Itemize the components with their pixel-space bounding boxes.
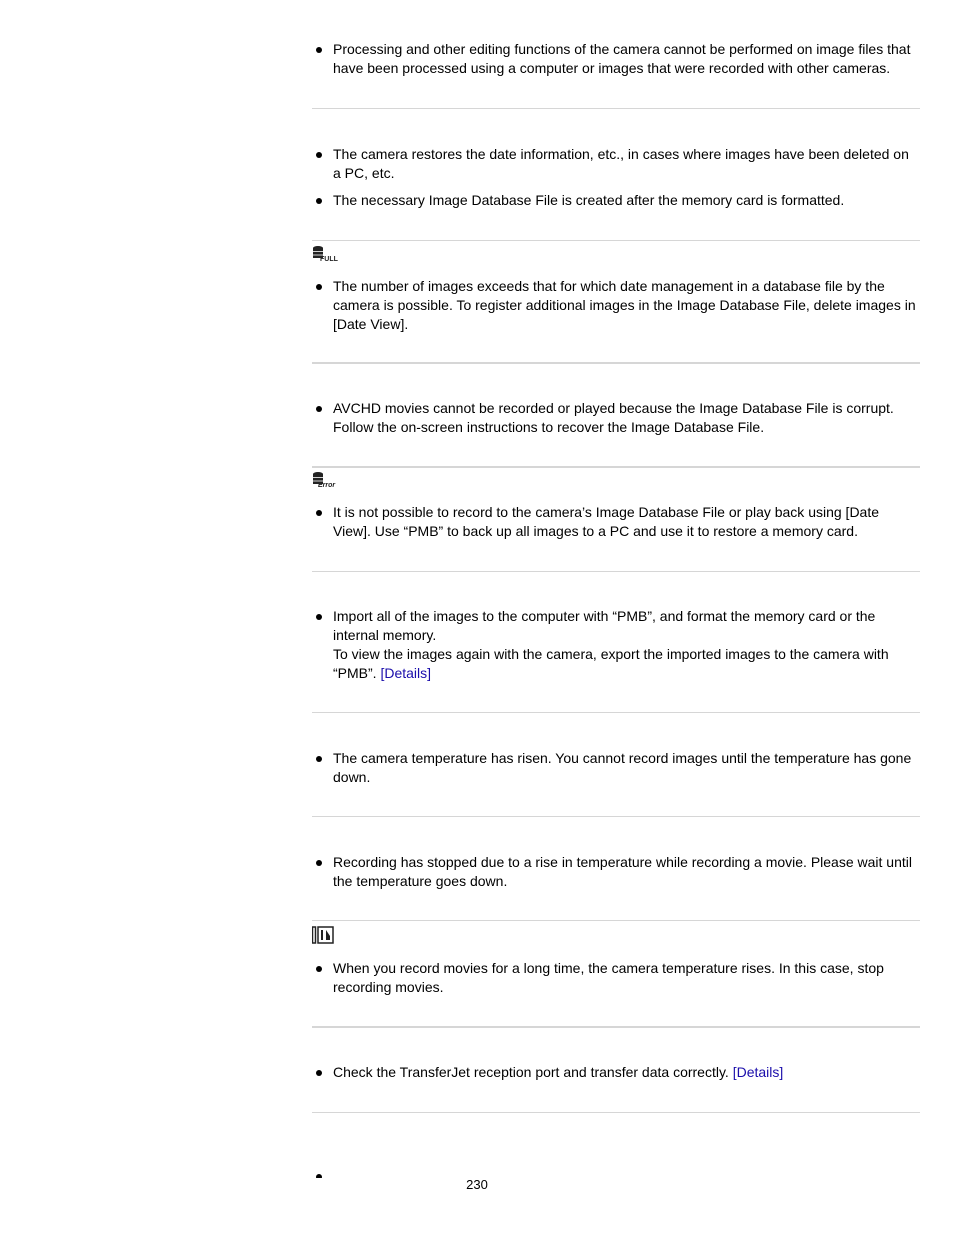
bullet-dot xyxy=(316,1070,322,1076)
bullet-dot xyxy=(316,966,322,972)
list-item-text: It is not possible to record to the camera’s Image Database File or play back using [Date View]. Use “PMB” to back up all images to a PC and use it to restore a memory card. xyxy=(333,504,880,539)
bullet-dot xyxy=(316,198,322,204)
bullet-dot xyxy=(316,406,322,412)
details-link[interactable]: [Details] xyxy=(380,665,432,681)
list-item-text xyxy=(333,607,920,683)
list-item xyxy=(312,749,920,787)
list-item xyxy=(312,607,920,683)
divider xyxy=(312,240,920,241)
divider xyxy=(312,816,920,817)
svg-text:Error: Error xyxy=(318,482,336,489)
divider xyxy=(312,571,920,572)
list-item-text: When you record movies for a long time, the camera temperature rises. In this case, stop recording movies. xyxy=(333,960,884,995)
bullet-dot xyxy=(316,47,322,53)
database-error-icon xyxy=(312,471,344,492)
list-item-text xyxy=(333,1063,920,1082)
list-item xyxy=(312,277,920,334)
divider xyxy=(312,108,920,109)
list-item xyxy=(312,191,920,210)
bullet-dot xyxy=(316,860,322,866)
list-item xyxy=(312,503,920,541)
bullet-dot xyxy=(316,152,322,158)
list-item-text: The number of images exceeds that for which date management in a database file by the camera is possible. To register additional images in the Image Database File, delete images in [Date View]. xyxy=(333,278,916,332)
bullet-dot xyxy=(316,614,322,620)
list-item-line: Import all of the images to the computer with “PMB”, and format the memory card or the internal memory. xyxy=(333,608,876,643)
list-item-line: Check the TransferJet reception port and transfer data correctly. xyxy=(333,1064,729,1080)
list-item-text: AVCHD movies cannot be recorded or played because the Image Database File is corrupt. Follow the on-screen instructions to recover the Image Database File. xyxy=(333,400,894,435)
temperature-warning-icon xyxy=(312,926,334,947)
list-item xyxy=(312,145,920,183)
list-item-text: The necessary Image Database File is created after the memory card is formatted. xyxy=(333,192,845,208)
list-item-text: The camera temperature has risen. You cannot record images until the temperature has gone down. xyxy=(333,750,912,785)
list-item-text: Recording has stopped due to a rise in temperature while recording a movie. Please wait until the temperature goes down. xyxy=(333,854,912,889)
bullet-dot xyxy=(316,284,322,290)
bullet-dot xyxy=(316,756,322,762)
divider xyxy=(312,920,920,921)
divider xyxy=(312,1112,920,1113)
list-item-text: The camera restores the date information, etc., in cases where images have been deleted on a PC, etc. xyxy=(333,146,909,181)
divider xyxy=(312,466,920,468)
list-item-line: To view the images again with the camera, export the imported images to the camera with “PMB”. xyxy=(333,646,889,681)
list-item xyxy=(312,399,920,437)
list-item xyxy=(312,1063,920,1082)
details-link[interactable]: [Details] xyxy=(732,1064,784,1080)
divider xyxy=(312,712,920,713)
bullet-dot xyxy=(316,510,322,516)
list-item xyxy=(312,40,920,78)
divider xyxy=(312,1026,920,1028)
database-full-icon xyxy=(312,245,344,266)
divider xyxy=(312,362,920,364)
list-item-text: Processing and other editing functions of the camera cannot be performed on image files that have been processed using a computer or images that were recorded with other cameras. xyxy=(333,41,911,76)
list-item xyxy=(312,853,920,891)
list-item xyxy=(312,959,920,997)
svg-text:FULL: FULL xyxy=(320,256,338,263)
page-number: 230 xyxy=(466,1177,488,1192)
